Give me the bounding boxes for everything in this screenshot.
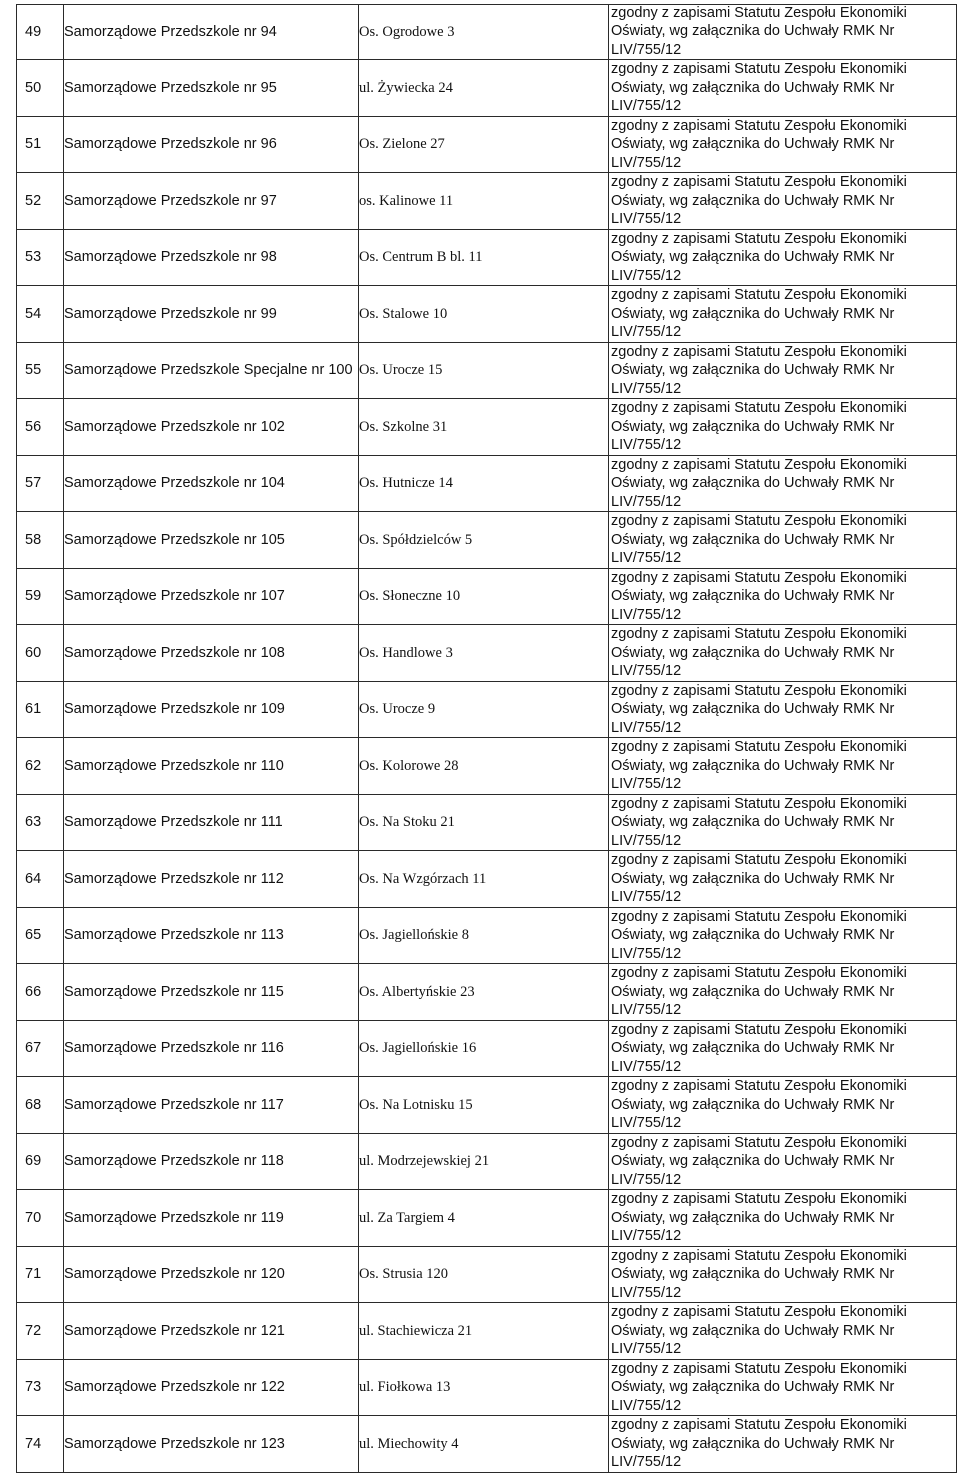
statute-note (609, 1133, 957, 1190)
statute-note-line: zgodny z zapisami Statutu Zespołu Ekonomiki (611, 117, 907, 134)
table-body (17, 5, 957, 1473)
statute-note (609, 1359, 957, 1416)
statute-note-line: LIV/755/12 (611, 1171, 682, 1188)
row-number: 55 (17, 342, 64, 399)
statute-note (609, 1020, 957, 1077)
statute-note (609, 229, 957, 286)
statute-note (609, 738, 957, 795)
statute-note-line: Oświaty, wg załącznika do Uchwały RMK Nr (611, 531, 895, 548)
statute-note-line: zgodny z zapisami Statutu Zespołu Ekonomiki (611, 456, 907, 473)
row-number: 54 (17, 286, 64, 343)
statute-note-line: LIV/755/12 (611, 889, 682, 905)
statute-note-line: Oświaty, wg załącznika do Uchwały RMK Nr (611, 588, 895, 604)
kindergarten-name: Samorządowe Przedszkole nr 99 (64, 286, 359, 343)
statute-note-line: Oświaty, wg załącznika do Uchwały RMK Nr (611, 1040, 895, 1056)
kindergarten-address: Os. Albertyńskie 23 (359, 964, 609, 1021)
kindergarten-name: Samorządowe Przedszkole nr 97 (64, 173, 359, 230)
table-row (17, 1133, 957, 1190)
table-row (17, 1416, 957, 1473)
kindergarten-name: Samorządowe Przedszkole nr 112 (64, 851, 359, 908)
row-number: 62 (17, 738, 64, 795)
statute-note (609, 116, 957, 173)
statute-note-line: LIV/755/12 (611, 1002, 682, 1018)
statute-note-line: zgodny z zapisami Statutu Zespołu Ekonomiki (611, 1021, 907, 1038)
kindergarten-address: Os. Handlowe 3 (359, 625, 609, 682)
kindergarten-name: Samorządowe Przedszkole nr 123 (64, 1416, 359, 1473)
statute-note-line: Oświaty, wg załącznika do Uchwały RMK Nr (611, 1266, 895, 1282)
statute-note-line: zgodny z zapisami Statutu Zespołu Ekonomiki (611, 513, 907, 529)
row-number: 69 (17, 1133, 64, 1190)
kindergarten-address: Os. Kolorowe 28 (359, 738, 609, 795)
statute-note-line: zgodny z zapisami Statutu Zespołu Ekonomiki (611, 1134, 907, 1151)
table-row (17, 1303, 957, 1360)
statute-note-line: LIV/755/12 (611, 1115, 682, 1131)
table-row (17, 286, 957, 343)
statute-note-line: Oświaty, wg załącznika do Uchwały RMK Nr (611, 249, 895, 265)
kindergarten-name: Samorządowe Przedszkole nr 94 (64, 5, 359, 60)
row-number: 66 (17, 964, 64, 1021)
statute-note-line: LIV/755/12 (611, 1284, 682, 1301)
statute-note-line: LIV/755/12 (611, 719, 682, 736)
kindergarten-name: Samorządowe Przedszkole nr 105 (64, 512, 359, 569)
row-number: 70 (17, 1190, 64, 1247)
statute-note-line: zgodny z zapisami Statutu Zespołu Ekonomiki (611, 1078, 907, 1094)
statute-note-line: Oświaty, wg załącznika do Uchwały RMK Nr (611, 983, 895, 1000)
kindergarten-name: Samorządowe Przedszkole nr 98 (64, 229, 359, 286)
kindergarten-name: Samorządowe Przedszkole nr 117 (64, 1077, 359, 1134)
statute-note (609, 286, 957, 343)
table-row (17, 60, 957, 117)
statute-note-line: Oświaty, wg załącznika do Uchwały RMK Nr (611, 701, 895, 717)
statute-note-line: LIV/755/12 (611, 437, 682, 453)
statute-note-line: zgodny z zapisami Statutu Zespołu Ekonomiki (611, 1247, 907, 1264)
statute-note-line: zgodny z zapisami Statutu Zespołu Ekonomiki (611, 1304, 907, 1320)
table-row (17, 116, 957, 173)
kindergarten-address: Os. Zielone 27 (359, 116, 609, 173)
statute-note-line: zgodny z zapisami Statutu Zespołu Ekonomiki (611, 626, 907, 642)
statute-note-line: LIV/755/12 (611, 154, 682, 171)
statute-note (609, 5, 957, 60)
kindergarten-address: Os. Urocze 15 (359, 342, 609, 399)
statute-note-line: Oświaty, wg załącznika do Uchwały RMK Nr (611, 1096, 895, 1113)
statute-note (609, 399, 957, 456)
statute-note-line: LIV/755/12 (611, 380, 682, 397)
statute-note-line: zgodny z zapisami Statutu Zespołu Ekonomiki (611, 1191, 907, 1207)
statute-note-line: Oświaty, wg załącznika do Uchwały RMK Nr (611, 757, 895, 774)
statute-note (609, 342, 957, 399)
row-number: 63 (17, 794, 64, 851)
statute-note-line: Oświaty, wg załącznika do Uchwały RMK Nr (611, 1379, 895, 1395)
table-row (17, 1077, 957, 1134)
kindergarten-address: Os. Strusia 120 (359, 1246, 609, 1303)
statute-note-line: LIV/755/12 (611, 1454, 682, 1470)
statute-note-line: LIV/755/12 (611, 550, 682, 566)
kindergarten-name: Samorządowe Przedszkole nr 115 (64, 964, 359, 1021)
kindergarten-address: Os. Hutnicze 14 (359, 455, 609, 512)
row-number: 60 (17, 625, 64, 682)
statute-note-line: zgodny z zapisami Statutu Zespołu Ekonomiki (611, 795, 907, 812)
table-row (17, 851, 957, 908)
kindergarten-name: Samorządowe Przedszkole nr 108 (64, 625, 359, 682)
statute-note-line: LIV/755/12 (611, 776, 682, 792)
kindergarten-address: os. Kalinowe 11 (359, 173, 609, 230)
kindergarten-name: Samorządowe Przedszkole nr 95 (64, 60, 359, 117)
statute-note-line: zgodny z zapisami Statutu Zespołu Ekonomiki (611, 852, 907, 868)
kindergarten-name: Samorządowe Przedszkole nr 113 (64, 907, 359, 964)
statute-note-line: LIV/755/12 (611, 1228, 682, 1244)
kindergarten-name: Samorządowe Przedszkole nr 116 (64, 1020, 359, 1077)
kindergarten-address: ul. Żywiecka 24 (359, 60, 609, 117)
statute-note-line: Oświaty, wg załącznika do Uchwały RMK Nr (611, 79, 895, 96)
kindergarten-name: Samorządowe Przedszkole nr 118 (64, 1133, 359, 1190)
statute-note-line: Oświaty, wg załącznika do Uchwały RMK Nr (611, 1209, 895, 1226)
kindergarten-address: Os. Na Stoku 21 (359, 794, 609, 851)
kindergarten-address: Os. Na Lotnisku 15 (359, 1077, 609, 1134)
statute-note (609, 455, 957, 512)
statute-note-line: Oświaty, wg załącznika do Uchwały RMK Nr (611, 814, 895, 830)
row-number: 65 (17, 907, 64, 964)
statute-note (609, 1246, 957, 1303)
statute-note-line: LIV/755/12 (611, 663, 682, 679)
table-row (17, 399, 957, 456)
statute-note-line: LIV/755/12 (611, 945, 682, 962)
statute-note-line: zgodny z zapisami Statutu Zespołu Ekonomiki (611, 1417, 907, 1433)
kindergarten-name: Samorządowe Przedszkole nr 107 (64, 568, 359, 625)
kindergarten-address: Os. Jagiellońskie 8 (359, 907, 609, 964)
statute-note (609, 964, 957, 1021)
statute-note-line: LIV/755/12 (611, 832, 682, 849)
statute-note-line: Oświaty, wg załącznika do Uchwały RMK Nr (611, 136, 895, 152)
table-row (17, 1020, 957, 1077)
statute-note-line: zgodny z zapisami Statutu Zespołu Ekonomiki (611, 400, 907, 416)
statute-note-line: LIV/755/12 (611, 606, 682, 623)
statute-note-line: LIV/755/12 (611, 324, 682, 340)
kindergarten-address: ul. Miechowity 4 (359, 1416, 609, 1473)
statute-note-line: LIV/755/12 (611, 1397, 682, 1414)
statute-note (609, 1077, 957, 1134)
statute-note (609, 60, 957, 117)
statute-note-line: zgodny z zapisami Statutu Zespołu Ekonomiki (611, 287, 907, 303)
row-number: 67 (17, 1020, 64, 1077)
kindergarten-address: Os. Słoneczne 10 (359, 568, 609, 625)
statute-note-line: Oświaty, wg załącznika do Uchwały RMK Nr (611, 418, 895, 435)
row-number: 56 (17, 399, 64, 456)
kindergarten-name: Samorządowe Przedszkole nr 111 (64, 794, 359, 851)
statute-note-line: Oświaty, wg załącznika do Uchwały RMK Nr (611, 362, 895, 378)
statute-note-line: Oświaty, wg załącznika do Uchwały RMK Nr (611, 870, 895, 887)
kindergarten-address: Os. Jagiellońskie 16 (359, 1020, 609, 1077)
statute-note-line: zgodny z zapisami Statutu Zespołu Ekonomiki (611, 230, 907, 247)
kindergarten-address: Os. Stalowe 10 (359, 286, 609, 343)
row-number: 72 (17, 1303, 64, 1360)
kindergarten-address: ul. Modrzejewskiej 21 (359, 1133, 609, 1190)
kindergarten-table (16, 4, 957, 1473)
statute-note (609, 625, 957, 682)
statute-note-line: zgodny z zapisami Statutu Zespołu Ekonomiki (611, 682, 907, 699)
statute-note-line: Oświaty, wg załącznika do Uchwały RMK Nr (611, 1153, 895, 1169)
row-number: 61 (17, 681, 64, 738)
kindergarten-name: Samorządowe Przedszkole nr 96 (64, 116, 359, 173)
kindergarten-address: Os. Szkolne 31 (359, 399, 609, 456)
statute-note-line: Oświaty, wg załącznika do Uchwały RMK Nr (611, 475, 895, 491)
table-row (17, 229, 957, 286)
statute-note-line: zgodny z zapisami Statutu Zespołu Ekonomiki (611, 61, 907, 77)
statute-note-line: LIV/755/12 (611, 1058, 682, 1075)
statute-note (609, 1303, 957, 1360)
statute-note-line: LIV/755/12 (611, 493, 682, 510)
row-number: 51 (17, 116, 64, 173)
statute-note (609, 851, 957, 908)
row-number: 57 (17, 455, 64, 512)
kindergarten-name: Samorządowe Przedszkole nr 109 (64, 681, 359, 738)
statute-note-line: zgodny z zapisami Statutu Zespołu Ekonomiki (611, 739, 907, 755)
kindergarten-name: Samorządowe Przedszkole nr 119 (64, 1190, 359, 1247)
table-row (17, 964, 957, 1021)
row-number: 50 (17, 60, 64, 117)
statute-note-line: LIV/755/12 (611, 267, 682, 284)
row-number: 73 (17, 1359, 64, 1416)
kindergarten-name: Samorządowe Przedszkole nr 102 (64, 399, 359, 456)
statute-note (609, 1416, 957, 1473)
kindergarten-address: Os. Urocze 9 (359, 681, 609, 738)
row-number: 53 (17, 229, 64, 286)
statute-note-line: Oświaty, wg załącznika do Uchwały RMK Nr (611, 305, 895, 322)
statute-note-line: Oświaty, wg załącznika do Uchwały RMK Nr (611, 192, 895, 209)
row-number: 68 (17, 1077, 64, 1134)
table-row (17, 794, 957, 851)
statute-note-line: Oświaty, wg załącznika do Uchwały RMK Nr (611, 23, 895, 39)
statute-note-line: LIV/755/12 (611, 98, 682, 114)
row-number: 59 (17, 568, 64, 625)
table-row (17, 5, 957, 60)
statute-note (609, 907, 957, 964)
table-row (17, 625, 957, 682)
kindergarten-address: ul. Stachiewicza 21 (359, 1303, 609, 1360)
row-number: 74 (17, 1416, 64, 1473)
kindergarten-name: Samorządowe Przedszkole nr 110 (64, 738, 359, 795)
table-row (17, 907, 957, 964)
statute-note-line: zgodny z zapisami Statutu Zespołu Ekonomiki (611, 5, 907, 21)
kindergarten-address: Os. Centrum B bl. 11 (359, 229, 609, 286)
statute-note (609, 512, 957, 569)
statute-note (609, 794, 957, 851)
statute-note (609, 681, 957, 738)
kindergarten-address: ul. Fiołkowa 13 (359, 1359, 609, 1416)
statute-note-line: zgodny z zapisami Statutu Zespołu Ekonomiki (611, 569, 907, 586)
statute-note-line: zgodny z zapisami Statutu Zespołu Ekonomiki (611, 1360, 907, 1377)
statute-note-line: zgodny z zapisami Statutu Zespołu Ekonomiki (611, 174, 907, 190)
kindergarten-address: Os. Na Wzgórzach 11 (359, 851, 609, 908)
table-row (17, 1359, 957, 1416)
table-row (17, 342, 957, 399)
statute-note-line: Oświaty, wg załącznika do Uchwały RMK Nr (611, 927, 895, 943)
kindergarten-name: Samorządowe Przedszkole nr 121 (64, 1303, 359, 1360)
row-number: 71 (17, 1246, 64, 1303)
statute-note-line: Oświaty, wg załącznika do Uchwały RMK Nr (611, 1322, 895, 1339)
statute-note-line: LIV/755/12 (611, 211, 682, 227)
statute-note-line: zgodny z zapisami Statutu Zespołu Ekonomiki (611, 965, 907, 981)
table-row (17, 738, 957, 795)
statute-note-line: Oświaty, wg załącznika do Uchwały RMK Nr (611, 1435, 895, 1452)
table-row (17, 1246, 957, 1303)
kindergarten-address: Os. Ogrodowe 3 (359, 5, 609, 60)
statute-note (609, 1190, 957, 1247)
statute-note-line: LIV/755/12 (611, 1341, 682, 1357)
kindergarten-name: Samorządowe Przedszkole nr 122 (64, 1359, 359, 1416)
kindergarten-name: Samorządowe Przedszkole nr 104 (64, 455, 359, 512)
table-row (17, 1190, 957, 1247)
table-row (17, 681, 957, 738)
table-row (17, 173, 957, 230)
statute-note (609, 173, 957, 230)
kindergarten-name: Samorządowe Przedszkole Specjalne nr 100 (64, 342, 359, 399)
kindergarten-name: Samorządowe Przedszkole nr 120 (64, 1246, 359, 1303)
table-row (17, 512, 957, 569)
statute-note-line: Oświaty, wg załącznika do Uchwały RMK Nr (611, 644, 895, 661)
statute-note-line: zgodny z zapisami Statutu Zespołu Ekonomiki (611, 343, 907, 360)
row-number: 49 (17, 5, 64, 60)
row-number: 58 (17, 512, 64, 569)
statute-note (609, 568, 957, 625)
statute-note-line: LIV/755/12 (611, 41, 682, 58)
table-row (17, 455, 957, 512)
row-number: 52 (17, 173, 64, 230)
kindergarten-address: Os. Spółdzielców 5 (359, 512, 609, 569)
row-number: 64 (17, 851, 64, 908)
kindergarten-address: ul. Za Targiem 4 (359, 1190, 609, 1247)
statute-note-line: zgodny z zapisami Statutu Zespołu Ekonomiki (611, 908, 907, 925)
table-row (17, 568, 957, 625)
